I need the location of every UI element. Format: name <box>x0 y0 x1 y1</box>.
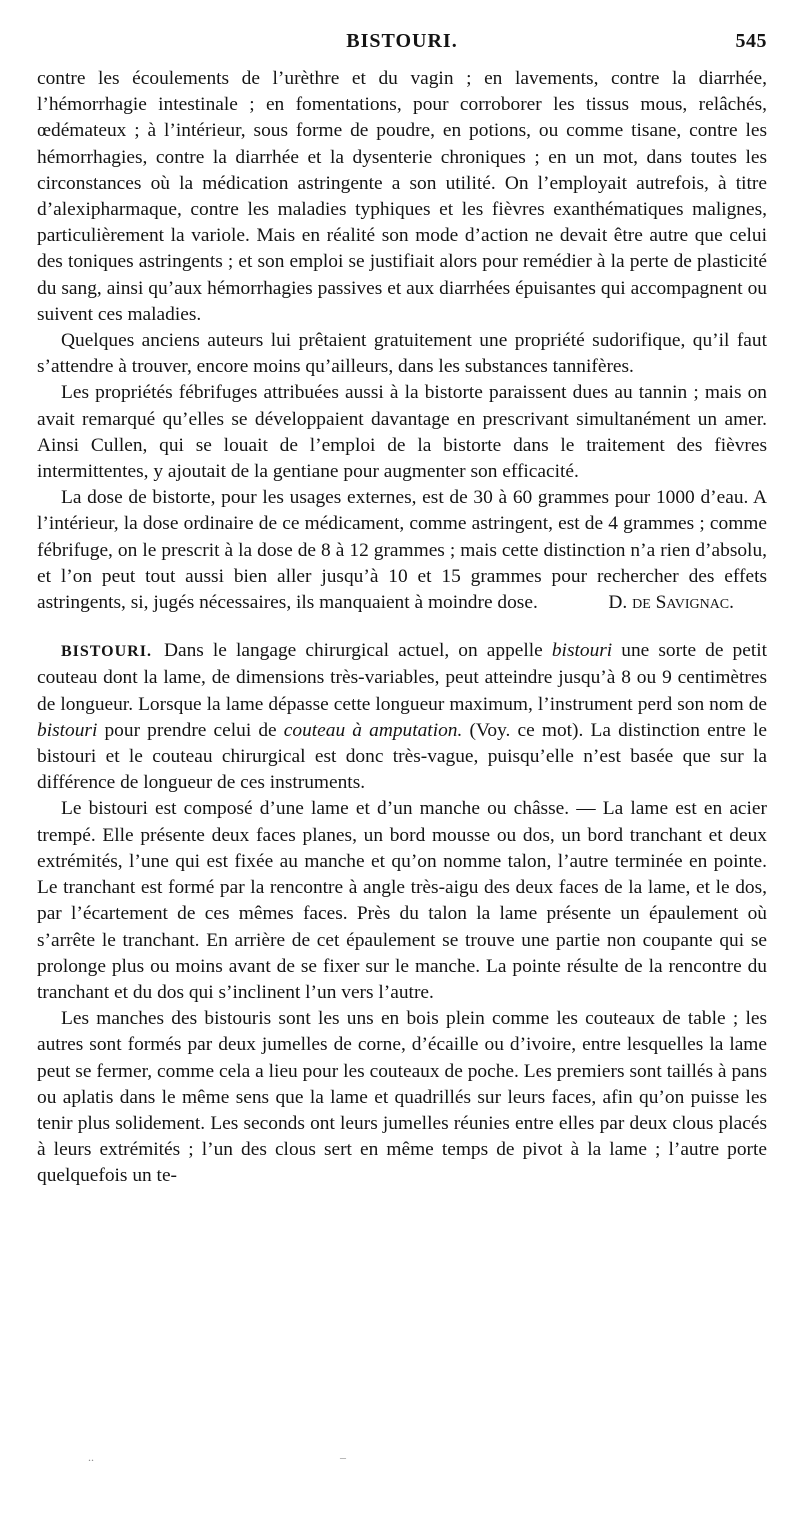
bistouri-p1-a: Dans le langage chirurgical actuel, on appelle <box>163 640 552 662</box>
bistorte-paragraph-3: Les propriétés fébrifuges attribuées aussi à la bistorte paraissent dues au tannin ; mais on avait remarqué qu’elles se développaient davantage en prescrivant simultanément un amer. Ainsi Cullen, qui se louait de l’emploi de la bistorte dans le traitement des fièvres intermittentes, y ajoutait de la gentiane pour augmenter son efficacité. <box>37 382 767 483</box>
bistorte-paragraph-2: Quelques anciens auteurs lui prêtaient gratuitement une propriété sudorifique, qu’il faut s’attendre à trouver, encore moins qu’ailleurs, dans les substances tannifères. <box>37 330 767 378</box>
footer-mark-left: .. <box>88 1450 94 1464</box>
bistorte-paragraph-4 <box>37 485 767 616</box>
term-bistouri: bistouri <box>551 640 613 662</box>
bistouri-paragraph-1 <box>37 638 767 796</box>
bistouri-paragraph-2: Le bistouri est composé d’une lame et d’un manche ou châsse. — La lame est en acier trempé. Elle présente deux faces planes, un bord mousse ou dos, un bord tranchant et deux extrémités, l’une qui est fixée au manche et qu’on nomme talon, l’autre terminée en pointe. Le tranchant est formé par la rencontre à angle très-aigu des deux faces de la lame, et le dos, par l’écartement de ces mêmes faces. Près du talon la lame présente un épaulement où s’arrête le tranchant. En arrière de cet épaulement se trouve une partie non coupante qui se prolonge plus ou moins avant de se fixer sur le manche. La pointe résulte de la rencontre du tranchant et du dos qui s’inclinent l’un vers l’autre. <box>37 798 767 1003</box>
bistorte-paragraph-1: contre les écoulements de l’urèthre et du vagin ; en lavements, contre la diarrhée, l’hémorrhagie intestinale ; en fomentations, pour corroborer les tissus mous, relâchés, œdémateux ; à l’intérieur, sous forme de poudre, en potions, ou comme tisane, contre les hémorrhagies, contre la diarrhée et la dysenterie chroniques ; en un mot, dans toutes les circonstances où la médication astringente a son utilité. On l’employait autrefois, à titre d’alexipharmaque, contre les maladies typhiques et les fièvres exanthématiques malignes, particulièrement la variole. Mais en réalité son mode d’action ne devait être autre que celui des toniques astringents ; et son emploi se justifiait alors pour remédier à la perte de plasticité du sang, ainsi qu’aux hémorrhagies passives et aux diarrhées épuisantes qui accompagnent ou suivent ces maladies. <box>37 68 767 325</box>
page-number: 545 <box>735 30 767 52</box>
page-header <box>37 22 767 60</box>
author-signature: D. de Savignac. <box>608 592 734 614</box>
bistouri-p1-d: (Voy. ce mot). La distinction entre le bistouri et le couteau chirurgical est donc très-vague, puisqu’elle n’est basée que sur la différence de longueur de ces instruments. <box>37 719 767 794</box>
article-separator <box>37 616 767 638</box>
term-bistouri-2: bistouri <box>37 719 98 741</box>
running-head: BISTOURI. <box>346 30 458 52</box>
footer-mark-right: – <box>340 1450 346 1464</box>
bistouri-paragraph-3: Les manches des bistouris sont les uns en bois plein comme les couteaux de table ; les autres sont formés par deux jumelles de corne, d’écaille ou d’ivoire, entre lesquelles la lame peut se fermer, comme cela a lieu pour les couteaux de poche. Les premiers sont taillés à pans ou aplatis dans le même sens que la lame et quadrillés sur leurs faces, afin qu’on puisse les tenir plus solidement. Les seconds ont leurs jumelles réunies entre elles par deux clous placés à leurs extrémités ; l’un des clous sert en même temps de pivot à la lame ; l’autre porte quelquefois un te- <box>37 1008 767 1187</box>
article-headword: BISTOURI. <box>61 643 152 661</box>
bistouri-p1-b: une sorte de petit couteau dont la lame, de dimensions très-variables, peut atteindre jusqu’à 8 ou 9 centimètres de longueur. Lorsque la lame dépasse cette longueur maximum, l’instrument perd son nom de <box>37 640 767 715</box>
bistouri-p1-c: pour prendre celui de <box>97 719 284 741</box>
term-couteau-amputation: couteau à amputation. <box>283 719 463 741</box>
bistorte-paragraph-4-text: La dose de bistorte, pour les usages externes, est de 30 à 60 grammes pour 1000 d’eau. A l’intérieur, la dose ordinaire de ce médicament, comme astringent, est de 4 grammes ; comme fébrifuge, on le prescrit à la dose de 8 à 12 grammes ; mais cette distinction n’a rien d’absolu, et l’on peut tout aussi bien aller jusqu’à 10 et 15 grammes pour rechercher des effets astringents, si, jugés nécessaires, ils manquaient à moindre dose. <box>37 487 767 614</box>
page-body <box>37 66 767 1190</box>
